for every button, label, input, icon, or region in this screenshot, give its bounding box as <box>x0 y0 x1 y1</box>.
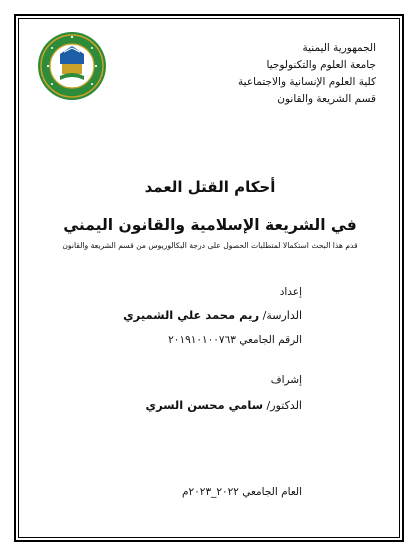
university-name: جامعة العلوم والتكنولوجيا <box>266 59 376 71</box>
university-emblem-icon <box>36 30 108 102</box>
college-name: كلية العلوم الإنسانية والاجتماعية <box>238 76 376 88</box>
supervision-label: إشراف <box>270 374 302 386</box>
department-name: قسم الشريعة والقانون <box>277 93 376 105</box>
supervisor-prefix: الدكتور/ <box>266 399 302 412</box>
student-id-line <box>168 334 302 346</box>
student-id-label: الرقم الجامعي <box>239 334 302 346</box>
student-line <box>123 308 302 322</box>
supervisor-name: سامي محسن السري <box>145 398 264 412</box>
research-title: أحكام القتل العمد <box>144 178 276 196</box>
submission-statement: قدم هذا البحث استكمالا لمتطلبات الحصول على درجة البكالوريوس من قسم الشريعة والقانون <box>62 241 358 250</box>
research-subtitle: في الشريعة الإسلامية والقانون اليمني <box>63 216 357 234</box>
student-prefix: الدارسة/ <box>262 309 302 322</box>
institution-header <box>238 40 376 108</box>
student-name: ريم محمد علي الشميري <box>123 308 260 322</box>
student-id-value: ٢٠١٩١٠١٠٠٧٦٣ <box>168 334 236 346</box>
country-name: الجمهورية اليمنية <box>302 42 376 54</box>
preparation-label: إعداد <box>279 286 302 298</box>
academic-year: العام الجامعي ٢٠٢٢_٢٠٢٣م <box>182 486 302 498</box>
supervisor-line <box>146 398 302 412</box>
